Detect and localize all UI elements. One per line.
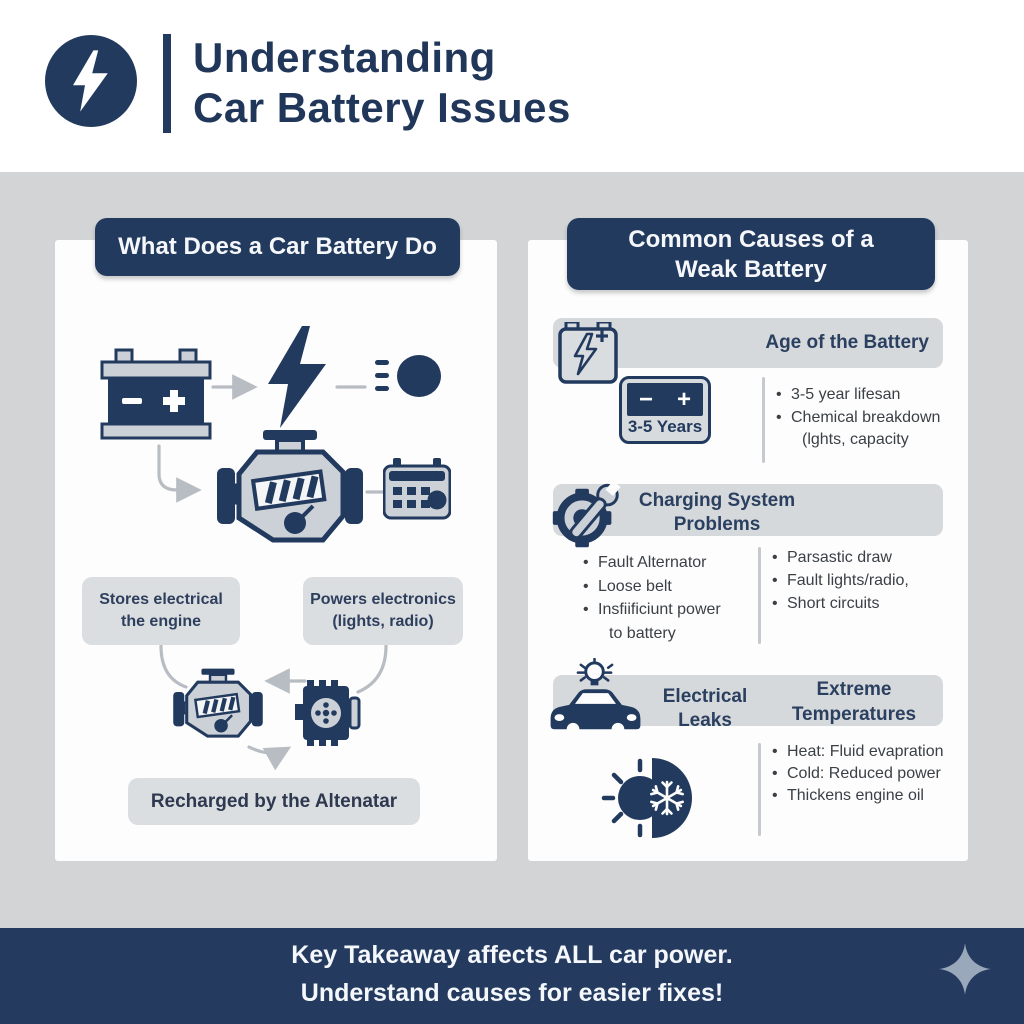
label-stores-line1: Stores electrical bbox=[99, 591, 223, 608]
page-title-line2: Car Battery Issues bbox=[193, 84, 571, 131]
bullet-item: • 3-5 year lifesan bbox=[776, 384, 958, 407]
car-battery-icon bbox=[100, 348, 212, 444]
engine-small-icon bbox=[172, 668, 264, 746]
label-recharged-box bbox=[128, 778, 420, 825]
aged-battery-icon bbox=[558, 322, 620, 384]
label-stores-line2: the engine bbox=[120, 613, 201, 630]
charging-title-line2: Problems bbox=[673, 514, 761, 535]
headlight-icon bbox=[375, 352, 443, 404]
bullet-item: • Cold: Reduced power bbox=[772, 763, 962, 785]
footer-line2: Understand causes for easier fixes! bbox=[300, 979, 724, 1007]
battery-lifespan-card bbox=[619, 376, 711, 444]
bullet-item: • Chemical breakdown bbox=[776, 407, 958, 430]
bullet-item: • Short circuits bbox=[772, 592, 958, 615]
bullet-item: • Insfiificiunt power bbox=[583, 598, 758, 622]
charging-title-line1: Charging System bbox=[638, 490, 796, 511]
bullet-item: to battery bbox=[609, 624, 676, 642]
charging-divider bbox=[758, 547, 761, 644]
extreme-title-line2: Temperatures bbox=[791, 704, 917, 725]
brand-divider bbox=[163, 34, 171, 133]
footer-text bbox=[0, 936, 1024, 1012]
footer-line1: Key Takeaway affects ALL car power. bbox=[291, 941, 733, 969]
extreme-title-line1: Extreme bbox=[816, 679, 892, 700]
battery-card-terminals bbox=[627, 383, 703, 416]
engine-icon bbox=[215, 430, 365, 555]
page-title-line1: Understanding bbox=[193, 34, 496, 81]
battery-card-label: 3-5 Years bbox=[627, 417, 703, 436]
gear-wrench-icon bbox=[545, 477, 627, 559]
age-divider bbox=[762, 377, 765, 463]
bullet-item: • Fault Alternator bbox=[583, 551, 758, 575]
label-recharged: Recharged by the Altenatar bbox=[150, 791, 398, 812]
alternator-icon bbox=[293, 680, 365, 746]
battery-plus-symbol: + bbox=[676, 385, 691, 413]
electrical-title-line1: Electrical bbox=[662, 686, 748, 707]
sun-snowflake-icon bbox=[600, 752, 700, 844]
bullet-item: • Parsastic draw bbox=[772, 546, 958, 569]
sparkle-icon bbox=[938, 942, 992, 996]
label-powers-line2: (lights, radio) bbox=[332, 613, 434, 630]
bullet-item: • Heat: Fluid evapration bbox=[772, 741, 962, 763]
electrical-leaks-title bbox=[645, 685, 765, 733]
charging-section-title bbox=[617, 489, 817, 537]
right-panel-title-badge bbox=[567, 218, 935, 290]
bullet-item: • Thickens engine oil bbox=[772, 785, 962, 807]
electrical-title-line2: Leaks bbox=[678, 710, 732, 731]
battery-minus-symbol: − bbox=[638, 385, 653, 413]
bullet-item: (lghts, capacity bbox=[802, 431, 909, 448]
charging-bullets-right bbox=[772, 546, 958, 615]
left-panel-title: What Does a Car Battery Do bbox=[118, 233, 437, 260]
label-powers-line1: Powers electronics bbox=[310, 591, 456, 608]
label-powers-box bbox=[303, 577, 463, 645]
lightning-icon bbox=[62, 48, 120, 114]
age-bullets bbox=[776, 384, 958, 452]
bullet-item: • Fault lights/radio, bbox=[772, 569, 958, 592]
extreme-temperatures-title bbox=[780, 677, 928, 727]
lightning-bolt-icon bbox=[258, 322, 338, 432]
brand-logo bbox=[45, 35, 137, 127]
radio-icon bbox=[383, 458, 451, 520]
temperature-divider bbox=[758, 743, 761, 836]
bullet-item: • Loose belt bbox=[583, 575, 758, 599]
temperature-bullets bbox=[772, 741, 962, 807]
label-stores-box bbox=[82, 577, 240, 645]
right-panel-title-line1: Common Causes of a bbox=[628, 226, 874, 253]
car-lightbulb-icon bbox=[548, 658, 643, 740]
age-section-title: Age of the Battery bbox=[765, 332, 929, 353]
charging-bullets-left bbox=[583, 551, 758, 645]
right-panel-title-line2: Weak Battery bbox=[675, 256, 827, 283]
page-title bbox=[193, 33, 571, 133]
